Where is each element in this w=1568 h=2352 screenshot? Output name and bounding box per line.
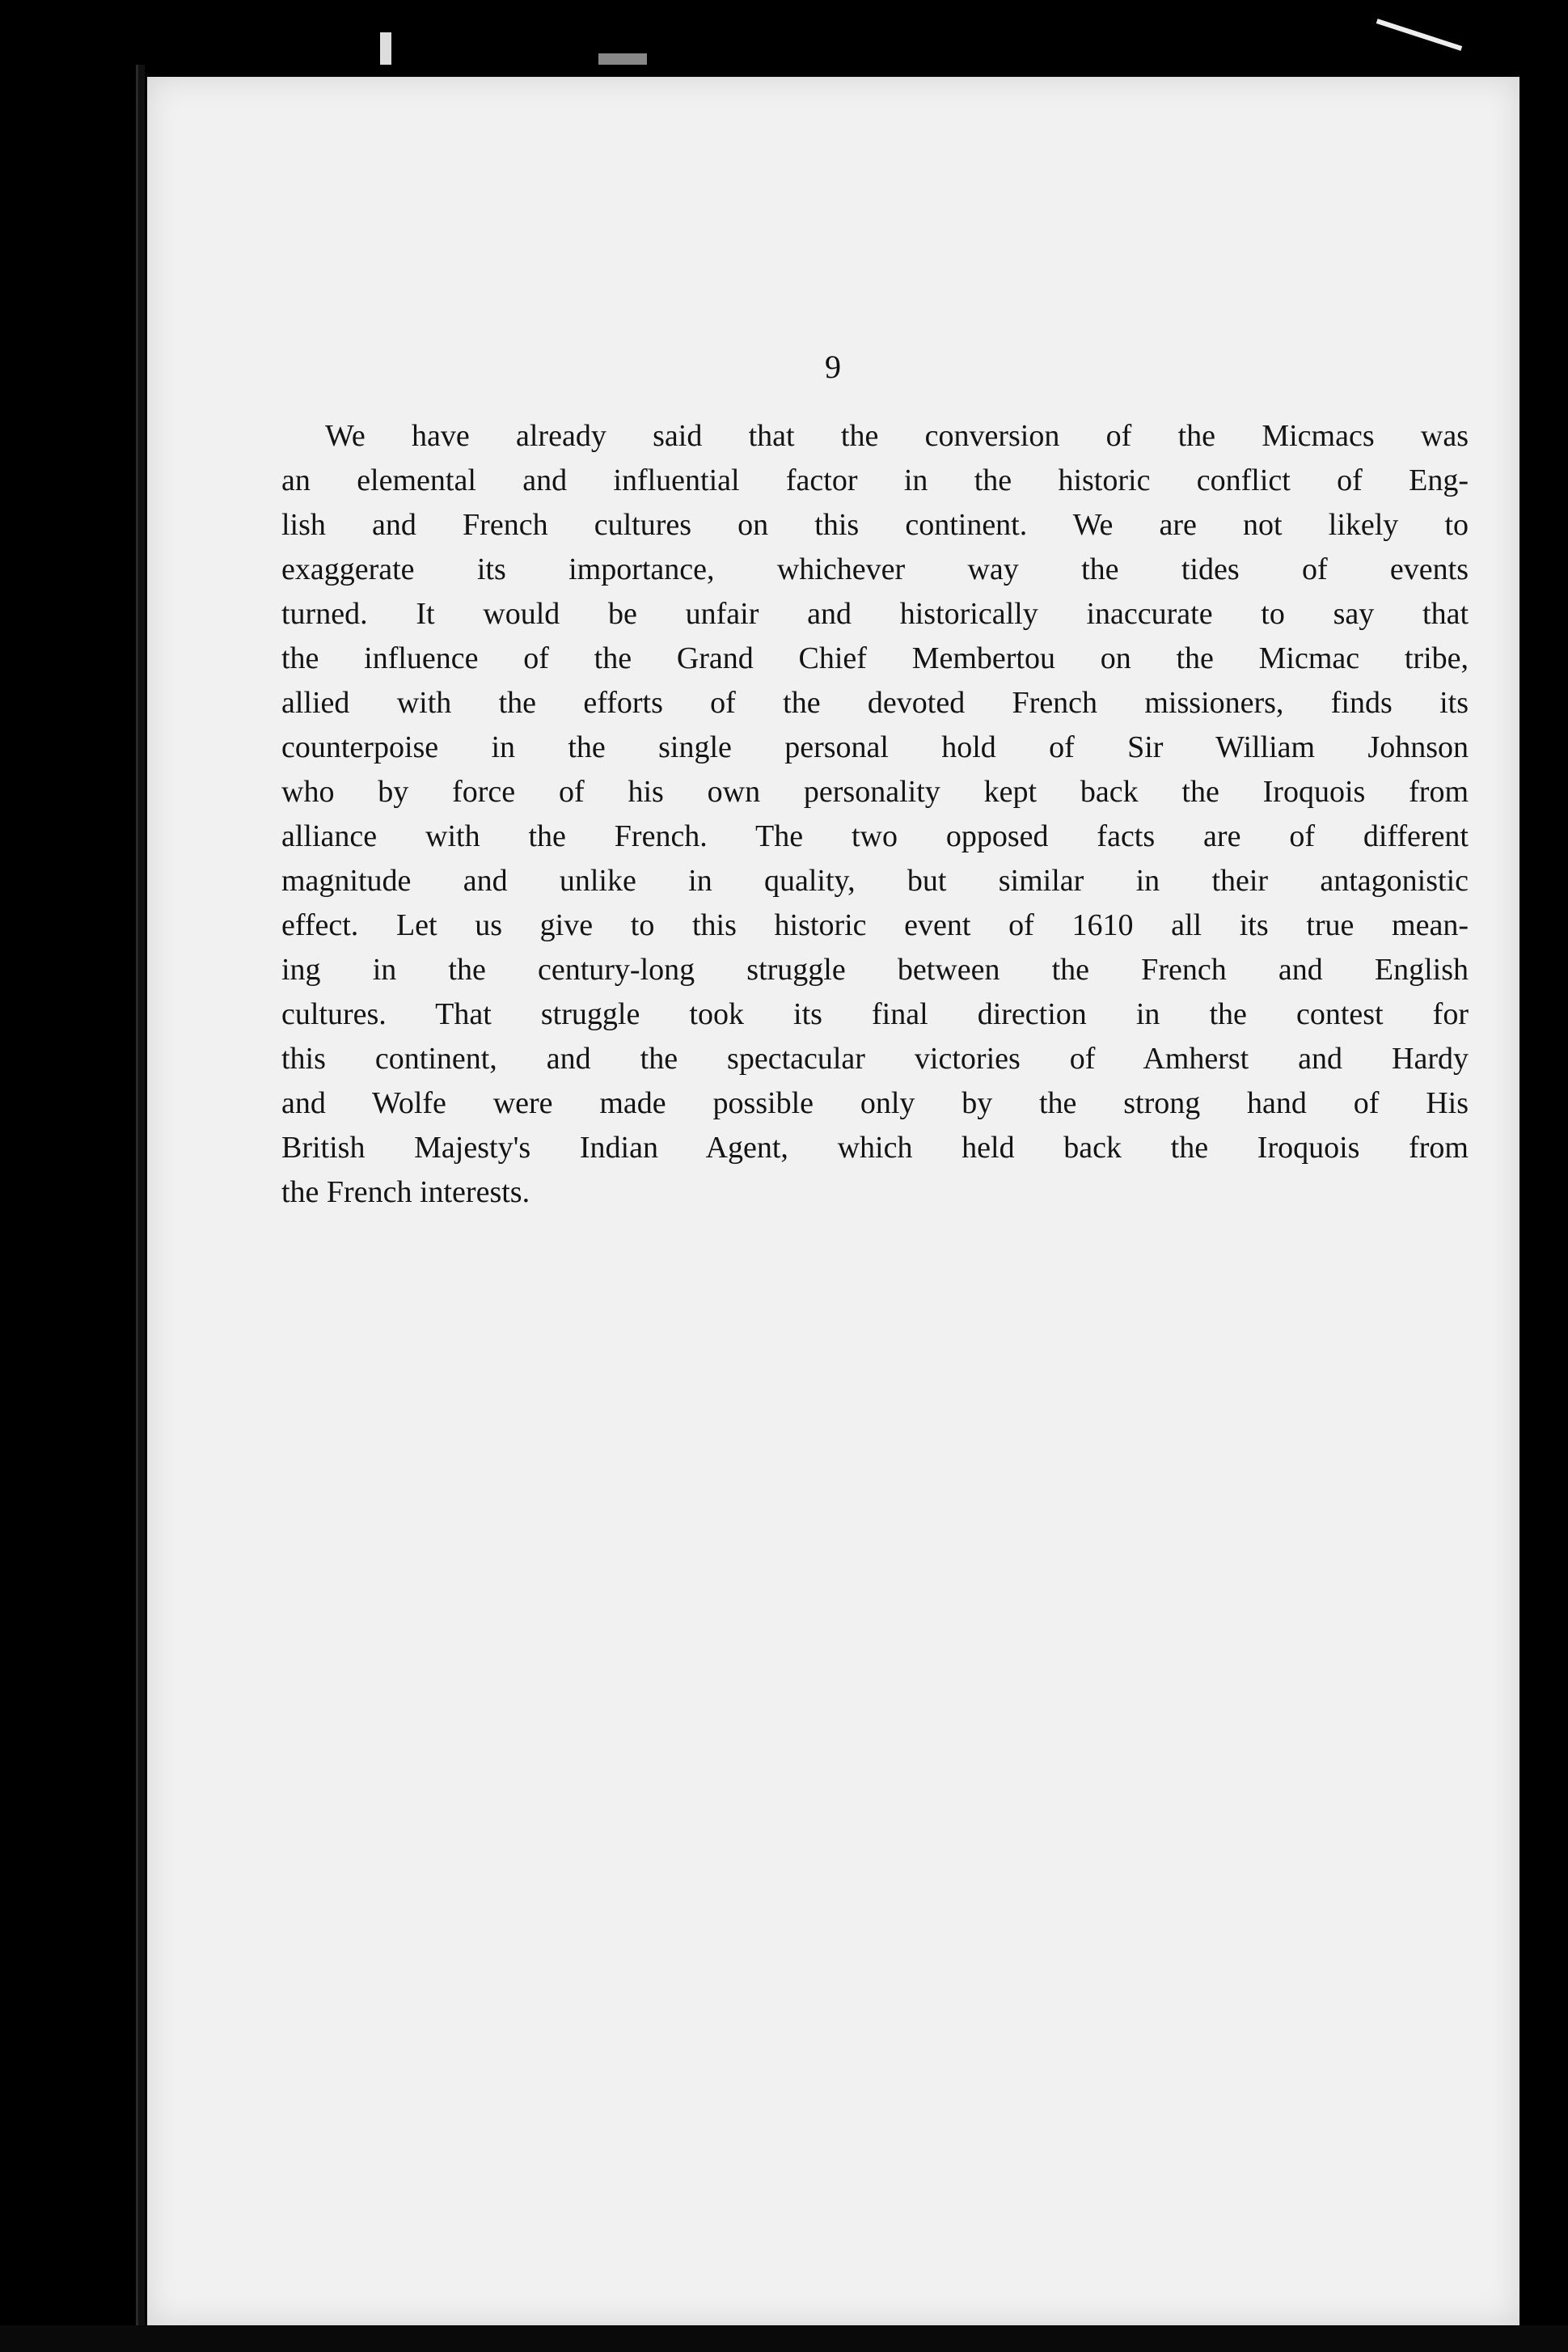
text-line-14: cultures. That struggle took its final direction in the contest for (281, 997, 1469, 1031)
right-border (1519, 89, 1568, 2321)
text-line-2: an elemental and influential factor in the historic conflict of Eng- (281, 463, 1469, 497)
text-line-1: We have already said that the conversion of the Micmacs was (325, 419, 1469, 453)
text-line-3: lish and French cultures on this continent. We are not likely to (281, 508, 1469, 542)
text-line-13: ing in the century-long struggle between the French and English (281, 953, 1469, 987)
scan-artifact (598, 53, 647, 65)
text-line-9: who by force of his own personality kept back the Iroquois from (281, 775, 1469, 809)
text-line-10: alliance with the French. The two opposed facts are of different (281, 819, 1469, 853)
bottom-border (0, 2325, 1568, 2352)
text-line-4: exaggerate its importance, whichever way the tides of events (281, 552, 1469, 586)
text-line-11: magnitude and unlike in quality, but similar in their antagonistic (281, 864, 1469, 898)
text-line-8: counterpoise in the single personal hold of Sir William Johnson (281, 730, 1469, 764)
text-line-7: allied with the efforts of the devoted French missioners, finds its (281, 686, 1469, 720)
text-line-6: the influence of the Grand Chief Membertou on the Micmac tribe, (281, 641, 1469, 675)
page-number: 9 (825, 349, 842, 385)
scan-artifact (380, 32, 391, 65)
book-page (147, 77, 1519, 2325)
text-line-5: turned. It would be unfair and historically inaccurate to say that (281, 597, 1469, 631)
text-line-16: and Wolfe were made possible only by the strong hand of His (281, 1086, 1469, 1120)
book-spine-edge (136, 65, 145, 2329)
text-line-12: effect. Let us give to this historic event of 1610 all its true mean- (281, 908, 1469, 942)
text-line-17: British Majesty's Indian Agent, which held back the Iroquois from (281, 1131, 1469, 1165)
text-line-18: the French interests. (281, 1175, 530, 1209)
text-line-15: this continent, and the spectacular victories of Amherst and Hardy (281, 1042, 1469, 1076)
